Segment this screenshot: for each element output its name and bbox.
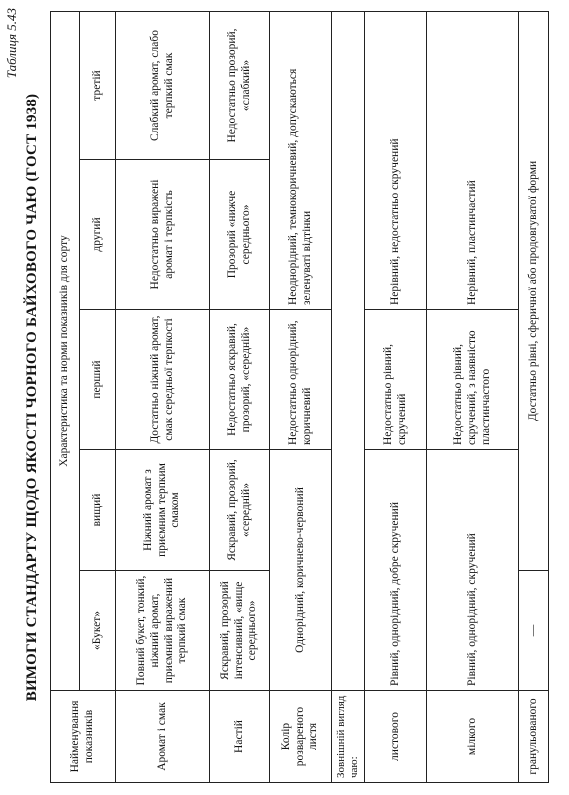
cell-nastii-vyshchyi: Яскравий, прозорий, «середній» [210,450,270,571]
header-indicator-name: Найменування показників [51,691,116,783]
cell-aroma-vyshchyi: Ніжний аромат з приємним терпким смаком [116,450,210,571]
row-name-color: Колір розвареного листя [270,691,332,783]
header-grade-tretii: третій [80,12,116,160]
table-row [270,12,332,783]
cell-aroma-pershyi: Достатньо ніжний аромат, смак середньої терпкості [116,310,210,450]
cell-nastii-druhyi: Прозорий «нижче середнього» [210,160,270,310]
cell-small-buket-vyshchyi: Рівний, однорідний, скручений [427,450,519,691]
header-row-2 [80,12,116,783]
cell-small-pershyi: Недостатньо рівний, скручений, з наявністю пластинчастого [427,310,519,450]
cell-granulated-buket: — [519,571,549,691]
header-group: Характеристика та норми показників для сорту [51,12,80,691]
table-row [427,12,519,783]
cell-aroma-druhyi: Недостатньо виражені аромат і терпкість [116,160,210,310]
table-row [116,12,210,783]
cell-color-buket-vyshchyi: Однорідний, коричнево-червоний [270,450,332,691]
cell-aroma-tretii: Слабкий аромат, слабо терпкий смак [116,12,210,160]
cell-nastii-tretii: Недостатньо прозорий, «слабкий» [210,12,270,160]
table-row [332,12,365,783]
row-name-appearance: Зовнішній вигляд чаю: [332,691,365,783]
cell-appearance-empty [332,12,365,691]
quality-table [50,11,549,783]
row-name-leaf: листового [365,691,427,783]
cell-nastii-buket: Яскравий, прозорий інтенсивний, «вище середнього» [210,571,270,691]
table-row [210,12,270,783]
cell-nastii-pershyi: Недостатньо яскравий, прозорий, «середній» [210,310,270,450]
row-name-small: мілкого [427,691,519,783]
row-name-granulated: гранульованого [519,691,549,783]
cell-leaf-pershyi: Недостатньо рівний, скручений [365,310,427,450]
table-row [365,12,427,783]
cell-leaf-druhyi-tretii: Нерівний, недостатньо скручений [365,12,427,310]
header-grade-vyshchyi: вищий [80,450,116,571]
cell-color-druhyi-tretii: Неоднорідний, темнокоричневий, допускаються зеленуваті відтінки [270,12,332,310]
header-grade-buket: «Букет» [80,571,116,691]
header-grade-pershyi: перший [80,310,116,450]
table-label: Таблиця 5.43 [4,8,19,79]
row-name-aroma: Аромат і смак [116,691,210,783]
cell-color-pershyi: Недостатньо однорідний, коричневий [270,310,332,450]
cell-leaf-buket-vyshchyi: Рівний, однорідний, добре скручений [365,450,427,691]
cell-granulated-rest: Достатньо рівні, сферичної або продовгуватої форми [519,12,549,571]
cell-aroma-buket: Повний букет, тонкий, ніжний аромат, приємний виражений терпкий смак [116,571,210,691]
cell-small-druhyi-tretii: Нерівний, пластинчастий [427,12,519,310]
page-title: ВИМОГИ СТАНДАРТУ ЩОДО ЯКОСТІ ЧОРНОГО БАЙХОВОГО ЧАЮ (ГОСТ 1938) [24,93,40,702]
header-row-1 [51,12,80,783]
table-row [519,12,549,783]
row-name-nastii: Настій [210,691,270,783]
header-grade-druhyi: другий [80,160,116,310]
